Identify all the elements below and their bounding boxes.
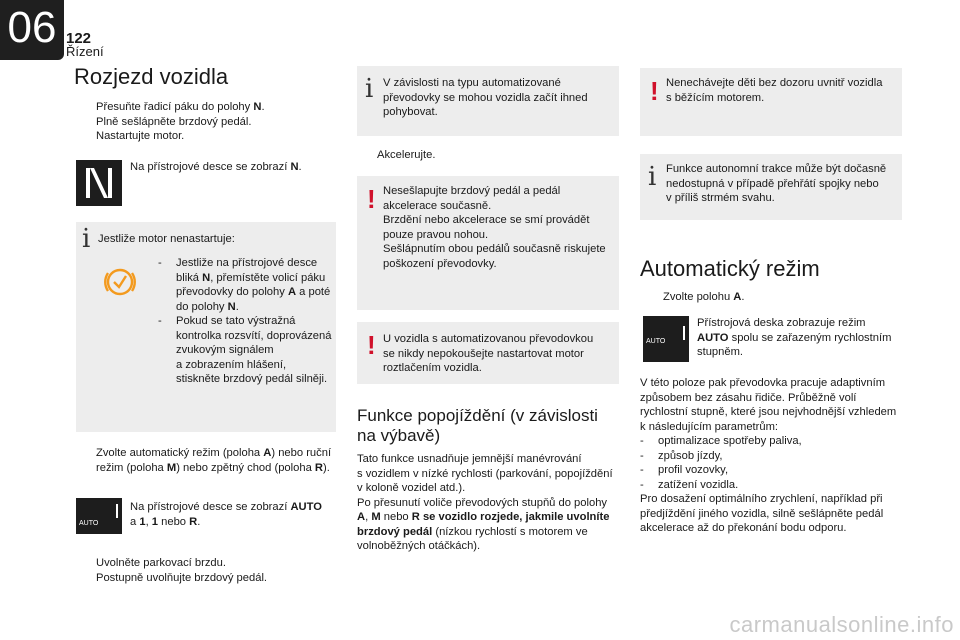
display-n-icon	[76, 160, 122, 206]
warning-icon: !	[367, 184, 376, 214]
display-n-text: Na přístrojové desce se zobrazí N.	[130, 161, 302, 173]
warning-box-children: ! Nenechávejte děti bez dozoru uvnitř vozidla s běžícím motorem.	[640, 68, 902, 136]
auto-select-step	[643, 290, 905, 305]
display-auto-icon	[643, 316, 689, 362]
display-auto-text: Přístrojová deska zobrazuje režim AUTO spolu se zařazeným rychlostním stupněm.	[697, 317, 892, 358]
auto-icon-label: AUTO	[646, 338, 666, 345]
info-icon: i	[648, 162, 657, 192]
list-item: - optimalizace spotřeby paliva,	[640, 435, 802, 447]
list-item: Zvolte automatický režim (poloha A) nebo ruční režim (poloha M) nebo zpětný chod (poloha R).	[96, 447, 332, 474]
list-item: Nastartujte motor.	[96, 130, 185, 142]
clutch-warning-lamp-icon	[102, 264, 138, 300]
list-item: Uvolněte parkovací brzdu.	[96, 557, 226, 569]
chapter-name: Řízení	[66, 44, 104, 59]
info-box-engine	[76, 222, 336, 432]
list-item: Zvolte polohu A.	[663, 291, 745, 303]
auto-mode-paragraph: V této poloze pak převodovka pracuje adaptivním způsobem bez zásahu řidiče. Průběžně volí rychlostní stupně, které jsou nejvhodnější vzhledem k následujícím parametrům: - optimalizace spotřeby paliva, - způsob jízdy, - profil vozovky, - zatížení vozidla. Pro dosažení optimálního zrychlení, například při předjíždění jiného vozidla, silně sešlápněte pedál akcelerace až do překonání bodu odporu.	[640, 376, 908, 536]
section-title-auto: Automatický režim	[640, 256, 820, 281]
page-number: 122	[66, 30, 92, 47]
auto-mode-step	[76, 446, 338, 475]
list-item: - profil vozovky,	[640, 464, 729, 476]
chapter-number: 06	[7, 3, 57, 52]
warning-icon: !	[650, 76, 659, 106]
parameter-list	[640, 434, 908, 492]
list-item: Postupně uvolňujte brzdový pedál.	[96, 571, 268, 584]
list-item: Přesuňte řadicí páku do polohy N.	[96, 101, 265, 113]
list-item: Akcelerujte.	[377, 149, 436, 161]
creep-paragraph: Tato funkce usnadňuje jemnější manévrování s vozidlem v nízké rychlosti (parkování, popojíždění v koloně vozidel atd.). Po přesunutí voliče převodových stupňů do polohy A, M nebo R se vozidlo rozjede, jakmile uvolníte brzdový pedál (nízkou rychlostí s motorem ve volnoběžných otáčkách).	[357, 453, 613, 552]
warning-icon: !	[367, 330, 376, 360]
info-box-transmission: i V závislosti na typu automatizované převodovky se mohou vozidla začít ihned pohybovat.	[357, 66, 619, 136]
accelerate-step	[357, 148, 619, 163]
info-list	[158, 256, 334, 387]
watermark: carmanualsonline.info	[729, 612, 954, 637]
display-auto-icon	[76, 498, 122, 534]
warning-box-push-start: ! U vozidla s automatizovanou převodovkou se nikdy nepokoušejte nastartovat motor roztlačením vozidla.	[357, 322, 619, 384]
display-auto-text: Na přístrojové desce se zobrazí AUTO a 1, 1 nebo R.	[130, 501, 322, 528]
list-item: - způsob jízdy,	[640, 449, 723, 462]
list-item: - zatížení vozidla.	[640, 478, 739, 491]
list-item: - Pokud se tato výstražná kontrolka rozsvítí, doprovázená zvukovým signálem a zobrazením hlášení, stiskněte brzdový pedál silněji.	[158, 315, 332, 385]
list-item: - Jestliže na přístrojové desce bliká N, přemístěte volicí páku převodovky do polohy A a poté do polohy N.	[158, 257, 331, 313]
list-item: Plně sešlápněte brzdový pedál.	[96, 115, 252, 128]
info-box-autonomous-traction: i Funkce autonomní trakce může být dočasně nedostupná v případě přehřátí spojky nebo v příliš strmém svahu.	[640, 154, 902, 220]
release-steps	[76, 556, 338, 585]
info-heading: Jestliže motor nenastartuje:	[98, 233, 235, 245]
warning-box-pedals: ! Nesešlapujte brzdový pedál a pedál akcelerace současně. Brzdění nebo akcelerace se smí provádět pouze pravou nohou. Sešlápnutím obou pedálů současně riskujete poškození převodovky.	[357, 176, 619, 310]
section-title-creep: Funkce popojíždění (v závislosti na výbavě)	[357, 406, 598, 445]
info-icon: i	[365, 74, 374, 104]
start-steps	[76, 100, 336, 144]
info-icon: i	[82, 224, 91, 254]
section-title-start: Rozjezd vozidla	[74, 64, 229, 89]
auto-icon-label: AUTO	[79, 520, 99, 527]
